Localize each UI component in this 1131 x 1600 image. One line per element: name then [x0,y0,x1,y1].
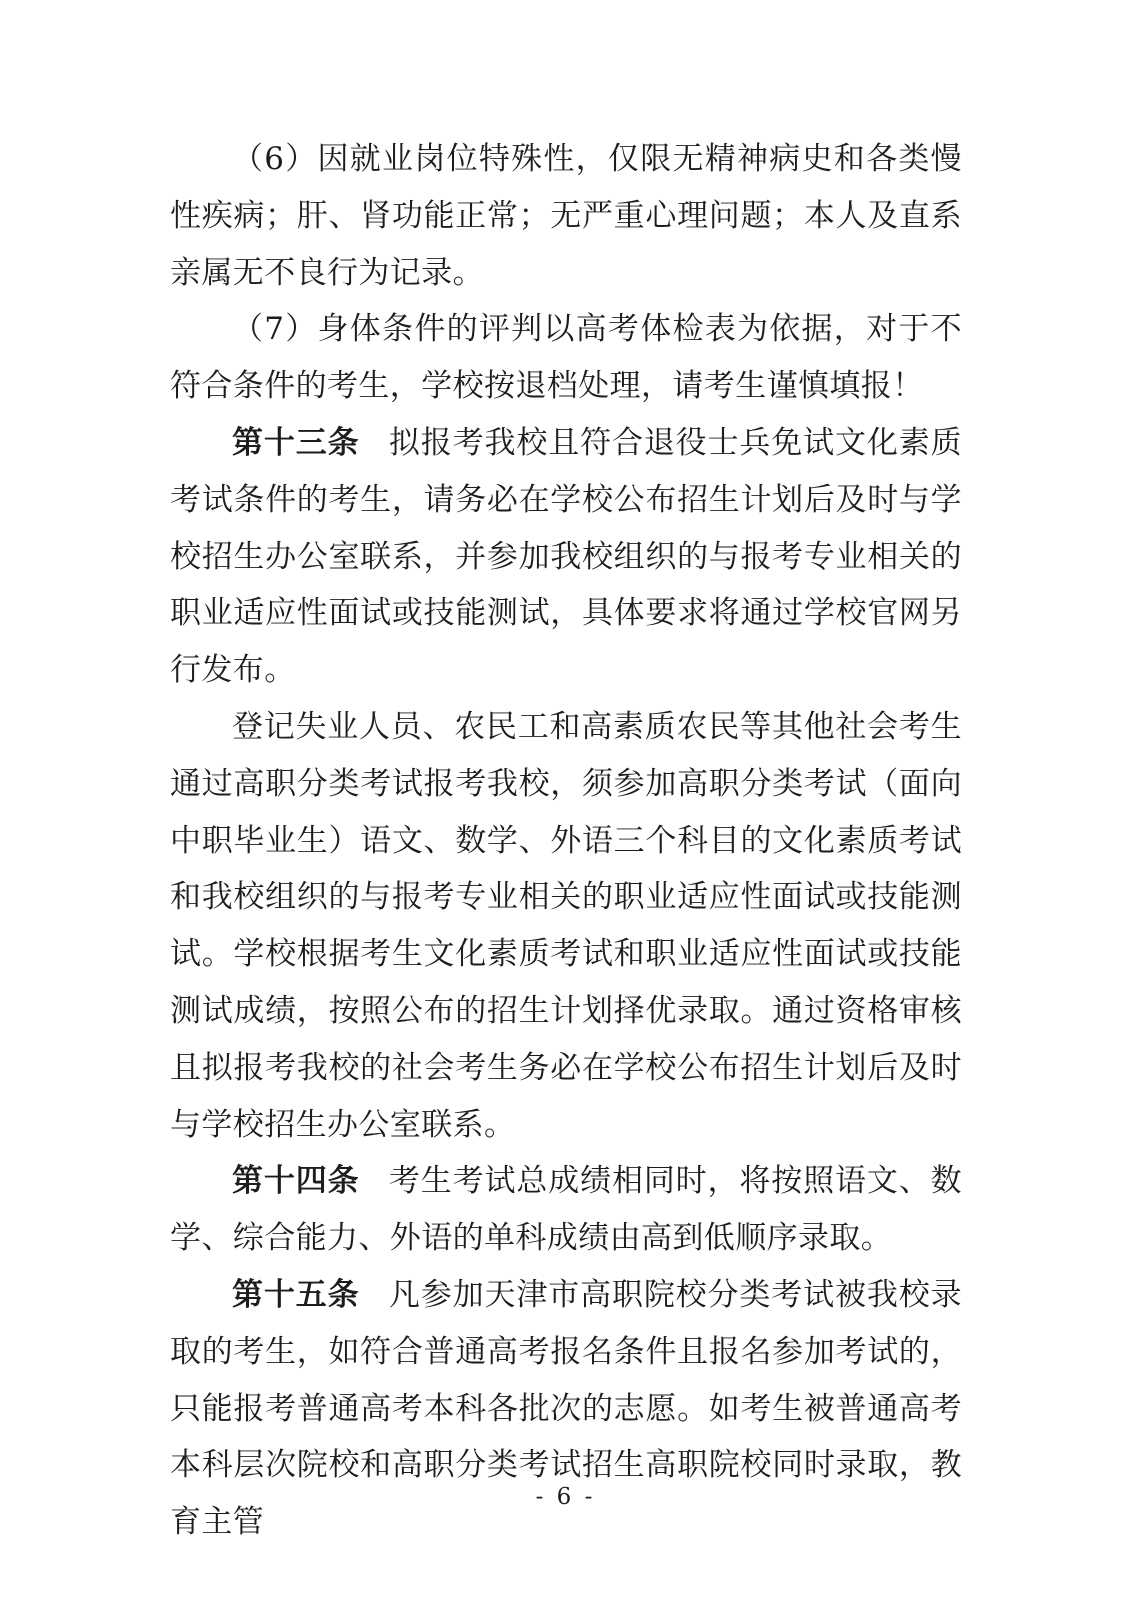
paragraph-article-14 [170,1153,962,1267]
paragraph-text: 考生考试总成绩相同时，将按照语文、数学、综合能力、外语的单科成绩由高到低顺序录取。 [170,1163,962,1257]
document-body [170,131,962,1551]
paragraph-text: 拟报考我校且符合退役士兵免试文化素质考试条件的考生，请务必在学校公布招生计划后及时与学校招生办公室联系，并参加我校组织的与报考专业相关的职业适应性面试或技能测试，具体要求将通过学校官网另行发布。 [170,424,962,689]
article-14-number: 第十四条 [232,1163,360,1200]
paragraph-text: （7）身体条件的评判以高考体检表为依据，对于不符合条件的考生，学校按退档处理，请考生谨慎填报！ [170,311,962,405]
paragraph-text: （6）因就业岗位特殊性，仅限无精神病史和各类慢性疾病；肝、肾功能正常；无严重心理问题；本人及直系亲属无不良行为记录。 [170,141,962,291]
article-13-number: 第十三条 [232,424,360,461]
page-number: - 6 - [535,1484,596,1510]
paragraph-text: 凡参加天津市高职院校分类考试被我校录取的考生，如符合普通高考报名条件且报名参加考试的，只能报考普通高考本科各批次的志愿。如考生被普通高考本科层次院校和高职分类考试招生高职院校同时录取，教育主管 [170,1276,962,1541]
paragraph-article-13 [170,415,962,699]
article-15-number: 第十五条 [232,1276,360,1313]
paragraph-clause-6 [170,131,962,301]
paragraph-text: 登记失业人员、农民工和高素质农民等其他社会考生通过高职分类考试报考我校，须参加高职分类考试（面向中职毕业生）语文、数学、外语三个科目的文化素质考试和我校组织的与报考专业相关的职业适应性面试或技能测试。学校根据考生文化素质考试和职业适应性面试或技能测试成绩，按照公布的招生计划择优录取。通过资格审核且拟报考我校的社会考生务必在学校公布招生计划后及时与学校招生办公室联系。 [170,708,962,1143]
paragraph-social-candidates [170,699,962,1153]
paragraph-clause-7 [170,301,962,415]
